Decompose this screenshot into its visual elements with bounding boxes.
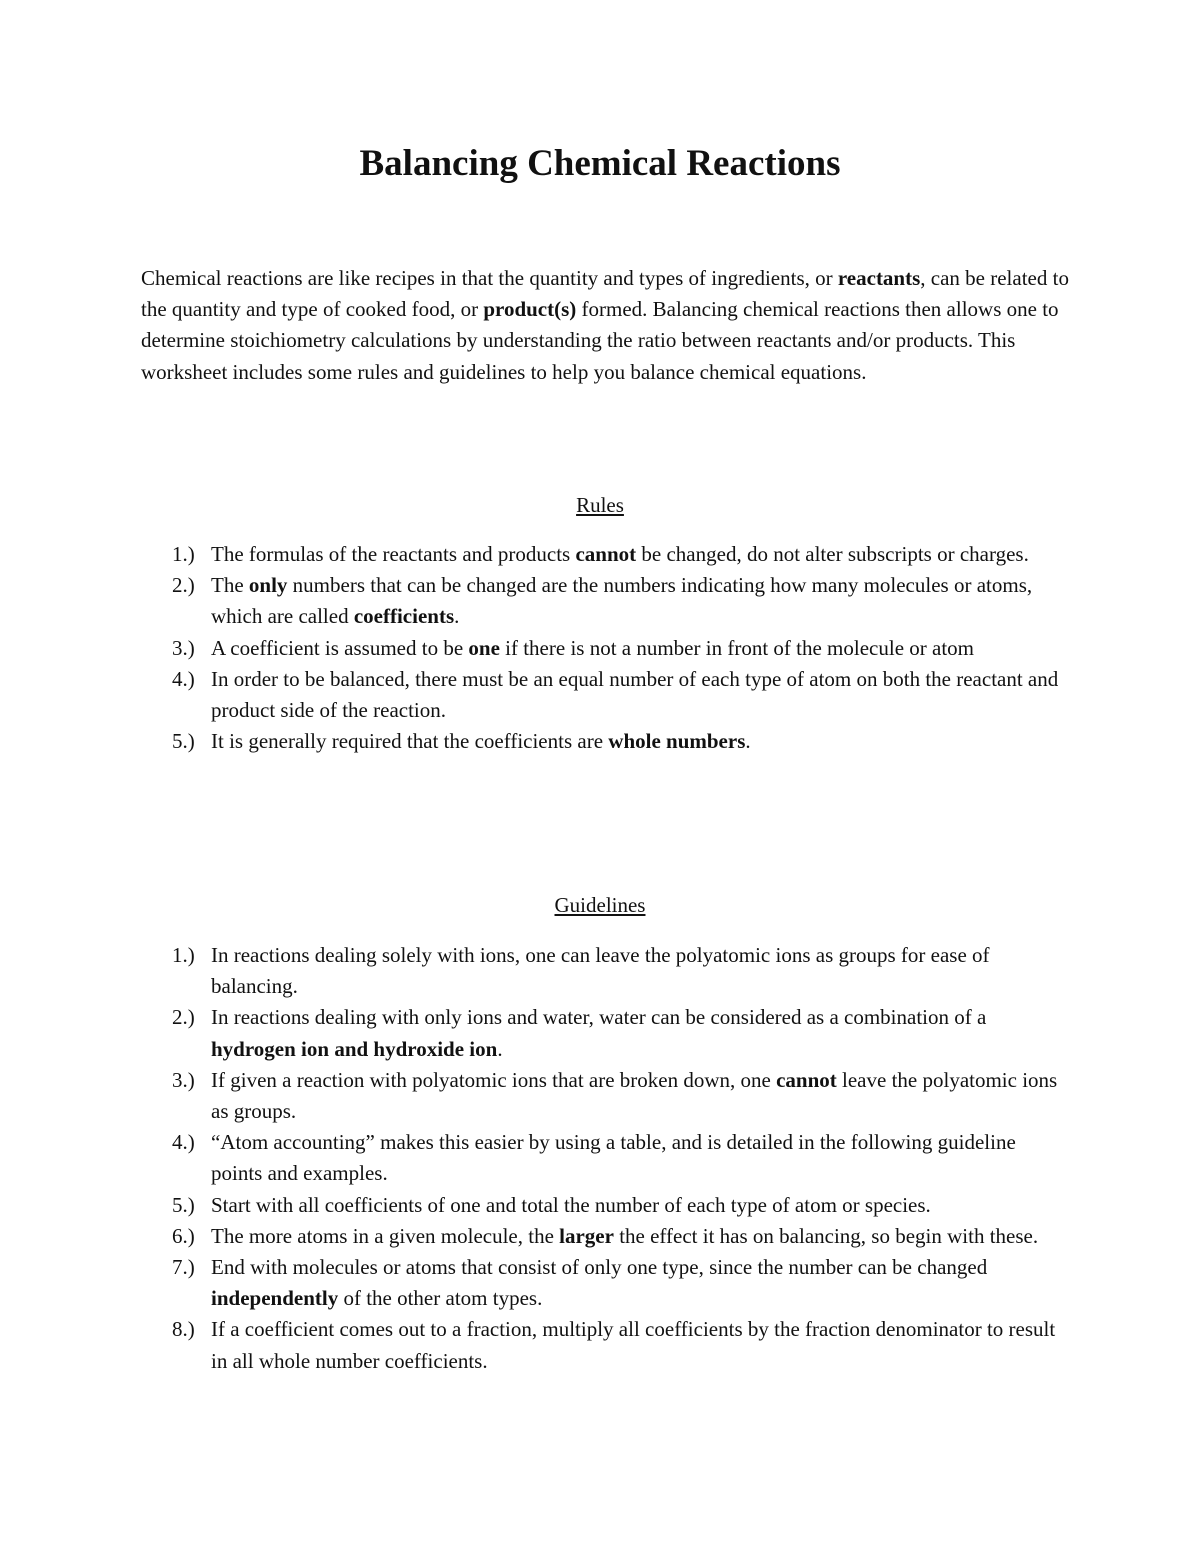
item-text: A coefficient is assumed to be: [211, 635, 469, 660]
item-text: numbers that can be changed are the numbers indicating how many molecules or atoms, which are called: [211, 573, 1033, 629]
intro-text: , can be related to the quantity and type of cooked food, or: [141, 266, 1069, 322]
item-text: In reactions dealing with only ions and water, water can be considered as a combination of a: [211, 1005, 987, 1030]
item-text: In order to be balanced, there must be an equal number of each type of atom on both the reactant and product side of the reaction.: [211, 666, 1059, 723]
item-number: 5.): [172, 1192, 195, 1217]
item-emphasis: one: [468, 635, 500, 660]
item-emphasis: cannot: [575, 542, 637, 566]
item-text: the effect it has on balancing, so begin with these.: [613, 1223, 1039, 1248]
intro-text: formed. Balancing chemical reactions then allows one to determine stoichiometry calculations by understanding the ratio between reactants and/or products. This worksheet includes some rules and guidelines to help you balance chemical equations.: [141, 297, 1059, 384]
intro-term-reactants: reactants: [837, 266, 921, 290]
item-emphasis: coefficients: [353, 604, 455, 629]
item-text: Start with all coefficients of one and total the number of each type of atom or species.: [211, 1192, 931, 1217]
intro-term-products: product(s): [483, 297, 577, 322]
guideline-item: [0, 1065, 1070, 1127]
item-text: be changed, do not alter subscripts or charges.: [636, 542, 1029, 566]
item-number: 5.): [172, 729, 195, 754]
item-emphasis: only: [248, 573, 288, 598]
guidelines-heading: Guidelines: [554, 893, 646, 917]
item-text: It is generally required that the coefficients are: [211, 729, 609, 754]
item-emphasis: whole numbers: [608, 729, 746, 754]
item-number: 8.): [172, 1317, 195, 1342]
rule-item: [0, 633, 1070, 664]
rule-item: [0, 570, 1070, 632]
guideline-item: [0, 1252, 1070, 1314]
item-number: 6.): [172, 1223, 195, 1248]
item-number: 3.): [172, 1067, 195, 1092]
item-number: 1.): [172, 943, 195, 967]
item-text: “Atom accounting” makes this easier by using a table, and is detailed in the following guideline points and examples.: [211, 1130, 1016, 1186]
item-emphasis: independently: [211, 1286, 339, 1311]
intro-text: Chemical reactions are like recipes in that the quantity and types of ingredients, or: [141, 266, 838, 290]
item-text: If a coefficient comes out to a fraction, multiply all coefficients by the fraction denominator to result in all whole number coefficients.: [211, 1317, 1056, 1373]
item-text: The more atoms in a given molecule, the: [211, 1223, 560, 1248]
item-text: If given a reaction with polyatomic ions that are broken down, one: [211, 1067, 777, 1092]
item-text: End with molecules or atoms that consist of only one type, since the number can be changed: [211, 1255, 988, 1280]
item-text: The formulas of the reactants and products: [211, 542, 576, 566]
rules-list: [0, 539, 1070, 757]
item-text: if there is not a number in front of the molecule or atom: [499, 635, 975, 660]
item-text: The: [211, 573, 249, 598]
document-title: Balancing Chemical Reactions: [359, 143, 841, 184]
item-text: .: [454, 604, 460, 629]
intro-paragraph: [141, 263, 1071, 388]
guideline-item: [0, 1002, 1070, 1064]
guideline-item: [0, 1127, 1070, 1189]
item-emphasis: hydrogen ion and hydroxide ion: [211, 1036, 498, 1061]
item-text: .: [497, 1036, 503, 1061]
item-text: .: [745, 729, 751, 754]
item-number: 1.): [172, 542, 195, 566]
item-text: of the other atom types.: [338, 1286, 543, 1311]
rule-item: [0, 539, 1070, 570]
item-number: 3.): [172, 635, 195, 660]
item-number: 2.): [172, 1005, 195, 1030]
item-text: In reactions dealing solely with ions, one can leave the polyatomic ions as groups for ease of balancing.: [211, 943, 990, 999]
guideline-item: [0, 940, 1070, 1002]
guidelines-list: [0, 940, 1070, 1377]
item-emphasis: cannot: [776, 1067, 837, 1092]
rules-heading: Rules: [576, 493, 624, 517]
guideline-item: [0, 1221, 1070, 1252]
item-number: 4.): [172, 1130, 195, 1155]
rule-item: [0, 726, 1070, 757]
guideline-item: [0, 1190, 1070, 1221]
item-text: leave the polyatomic ions as groups.: [211, 1067, 1058, 1124]
item-number: 4.): [172, 666, 195, 691]
item-number: 2.): [172, 573, 195, 598]
item-emphasis: larger: [559, 1223, 614, 1248]
guideline-item: [0, 1314, 1070, 1376]
rule-item: [0, 664, 1070, 726]
item-number: 7.): [172, 1255, 195, 1280]
